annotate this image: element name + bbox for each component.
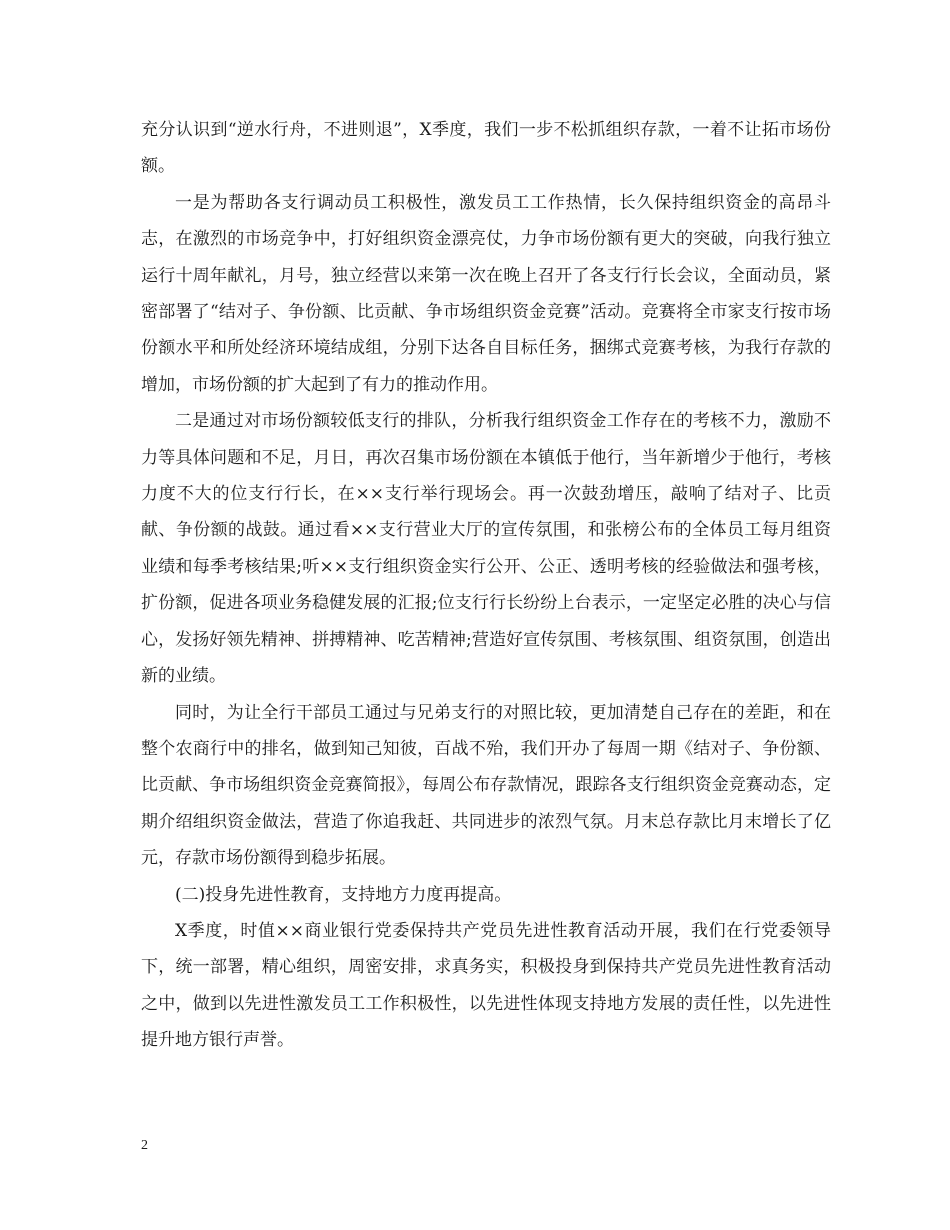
- paragraph-2: 一是为帮助各支行调动员工积极性，激发员工工作热情，长久保持组织资金的高昂斗志，在激烈的市场竞争中，打好组织资金漂亮仗，力争市场份额有更大的突破，向我行独立运行十周年献礼，月号，独立经营以来第一次在晚上召开了各支行行长会议，全面动员，紧密部署了“结对子、争份额、比贡献、争市场组织资金竞赛”活动。竞赛将全市家支行按市场份额水平和所处经济环境结成组，分别下达各自目标任务，捆绑式竞赛考核，为我行存款的增加，市场份额的扩大起到了有力的推动作用。: [141, 192, 831, 395]
- paragraph-1: 充分认识到“逆水行舟，不进则退”，X季度，我们一步不松抓组织存款，一着不让拓市场份额。: [141, 120, 831, 177]
- paragraph-6: X季度，时值××商业银行党委保持共产党员先进性教育活动开展，我们在行党委领导下，统一部署，精心组织，周密安排，求真务实，积极投身到保持共产党员先进性教育活动之中，做到以先进性激发员工工作积极性，以先进性体现支持地方发展的责任性，以先进性提升地方银行声誉。: [141, 920, 831, 1051]
- document-body: [141, 112, 831, 1059]
- paragraph-4: 同时，为让全行干部员工通过与兄弟支行的对照比较，更加清楚自己存在的差距，和在整个农商行中的排名，做到知己知彼，百战不殆，我们开办了每周一期《结对子、争份额、比贡献、争市场组织资金竞赛简报》，每周公布存款情况，跟踪各支行组织资金竞赛动态，定期介绍组织资金做法，营造了你追我赶、共同进步的浓烈气氛。月末总存款比月末增长了亿元，存款市场份额得到稳步拓展。: [141, 702, 831, 869]
- page-number: 2: [141, 1138, 148, 1153]
- paragraph-3: 二是通过对市场份额较低支行的排队，分析我行组织资金工作存在的考核不力，激励不力等具体问题和不足，月日，再次召集市场份额在本镇低于他行，当年新增少于他行，考核力度不大的位支行行长，在××支行举行现场会。再一次鼓劲增压，敲响了结对子、比贡献、争份额的战鼓。通过看××支行营业大厅的宣传氛围，和张榜公布的全体员工每月组资业绩和每季考核结果;听××支行组织资金实行公开、公正、透明考核的经验做法和强考核，扩份额，促进各项业务稳健发展的汇报;位支行行长纷纷上台表示，一定坚定必胜的决心与信心，发扬好领先精神、拼搏精神、吃苦精神;营造好宣传氛围、考核氛围、组资氛围，创造出新的业绩。: [141, 411, 831, 687]
- section-heading: (二)投身先进性教育，支持地方力度再提高。: [175, 884, 512, 905]
